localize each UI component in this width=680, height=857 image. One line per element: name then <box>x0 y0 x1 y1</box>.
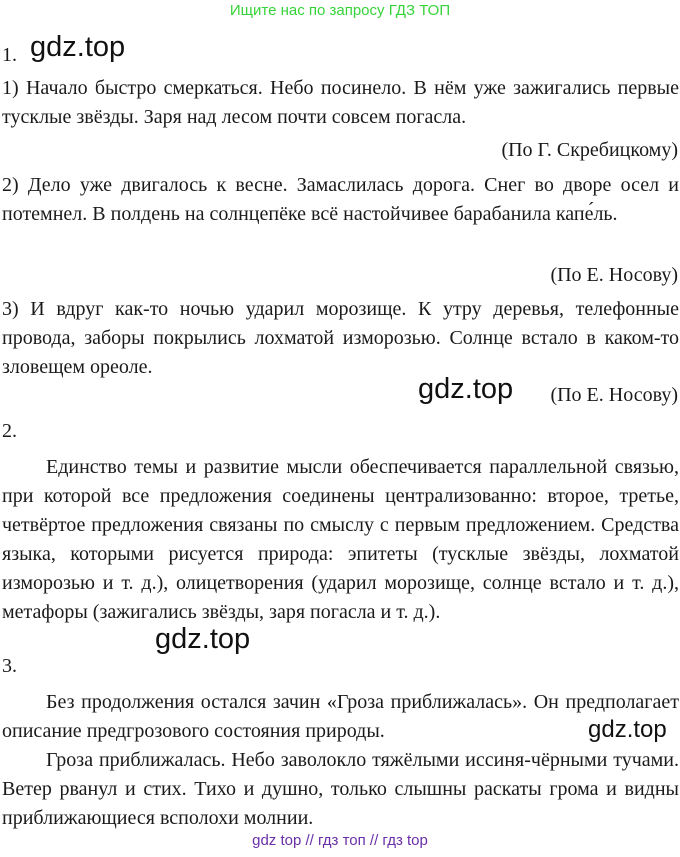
analysis-paragraph: Единство темы и развитие мысли обеспечивается параллельной связью, при которой все предложения соединены централизованно: второе, третье, четвёртое предложения связаны по смыслу с первым предложением. Средства языка, которыми рисуется природа: эпитеты (тусклые звёзды, лохматой изморозью и т. д.), олицетворения (ударил морозище, солнце встало и т. д.), метафоры (зажигались звёзды, заря погасла и т. д.). <box>2 456 679 623</box>
section-number-3: 3. <box>2 655 17 677</box>
example-paragraph-1: 1) Начало быстро смеркаться. Небо посинело. В нём уже зажигались первые тусклые звёзды. Заря над лесом почти совсем погасла. <box>2 77 679 128</box>
section-number-1: 1. <box>2 44 17 66</box>
answer-paragraph-1: Без продолжения остался зачин «Гроза приближалась». Он предполагает описание предгрозового состояния природы. <box>2 691 679 742</box>
citation-3: (По Е. Носову) <box>550 384 678 406</box>
watermark-logo: gdz.top <box>588 716 667 743</box>
citation-1: (По Г. Скребицкому) <box>501 139 678 161</box>
footer-links[interactable]: gdz top // гдз топ // гдз top <box>252 832 428 849</box>
example-paragraph-3: 3) И вдруг как-то ночью ударил морозище. К утру деревья, телефонные провода, заборы покрылись лохматой изморозью. Солнце встало в каком-то зловещем ореоле. <box>2 298 679 378</box>
search-banner[interactable]: Ищите нас по запросу ГДЗ ТОП <box>229 2 451 19</box>
watermark-logo: gdz.top <box>30 31 126 63</box>
example-paragraph-2: 2) Дело уже двигалось к весне. Замаслилась дорога. Снег во дворе осел и потемнел. В полдень на солнцепёке всё настойчивее барабанила капе́ль. <box>2 174 679 225</box>
watermark-logo: gdz.top <box>418 373 514 405</box>
section-number-2: 2. <box>2 420 17 442</box>
citation-2: (По Е. Носову) <box>550 264 678 286</box>
watermark-logo: gdz.top <box>155 623 251 655</box>
answer-paragraph-2: Гроза приближалась. Небо заволокло тяжёлыми иссиня-чёрными тучами. Ветер рванул и стих. Тихо и душно, только слышны раскаты грома и видны приближающиеся всполохи молнии. <box>2 749 679 829</box>
